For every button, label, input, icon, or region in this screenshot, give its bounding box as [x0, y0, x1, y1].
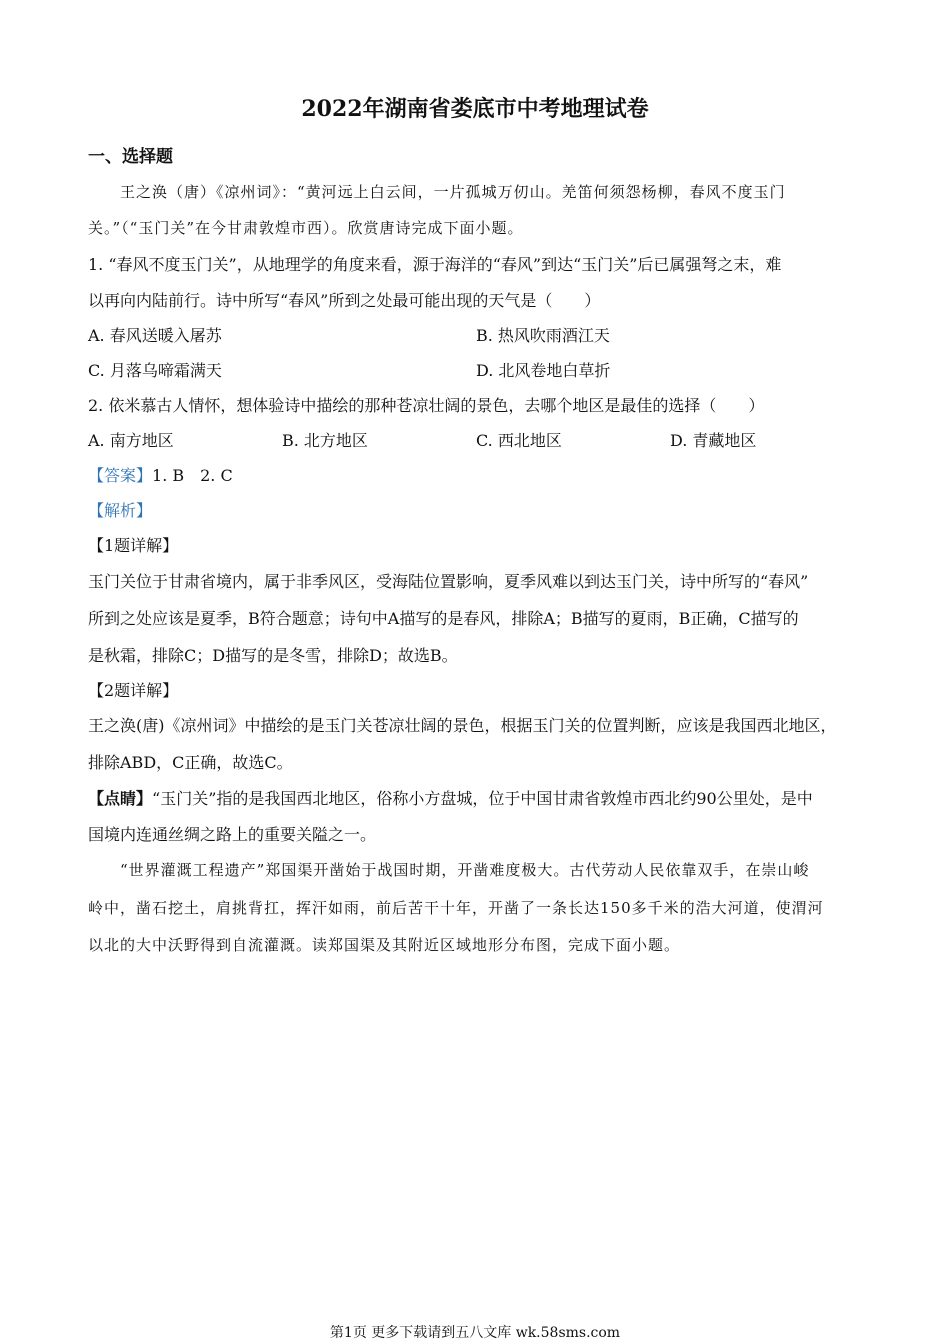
- intro2-line2: 岭中，凿石挖土，肩挑背扛，挥汗如雨，前后苦干十年，开凿了一条长达150多千米的浩大河道，使渭河: [88, 899, 824, 917]
- note-line2: 国境内连通丝绸之路上的重要关隘之一。: [88, 825, 377, 844]
- answer-label: 【答案】: [88, 466, 153, 485]
- intro2-line3: 以北的大中沃野得到自流灌溉。读郑国渠及其附近区域地形分布图，完成下面小题。: [88, 936, 681, 954]
- analysis-label: 【解析】: [88, 501, 153, 520]
- detail1-label: 【1题详解】: [88, 536, 179, 555]
- detail2-line2: 排除ABD，C正确，故选C。: [88, 753, 293, 772]
- note-line1: [88, 788, 862, 810]
- section-heading: 一、选择题: [88, 147, 173, 167]
- page-title: 2022年湖南省娄底市中考地理试卷: [301, 96, 649, 122]
- intro2-line1: “世界灌溉工程遗产”郑国渠开凿始于战国时期，开凿难度极大。古代劳动人民依靠双手，在崇山峻: [120, 861, 810, 879]
- q1-line1: 1. “春风不度玉门关”，从地理学的角度来看，源于海洋的“春风”到达“玉门关”后已属强弩之末，难: [88, 255, 782, 274]
- q1-line2: 以再向内陆前行。诗中所写“春风”所到之处最可能出现的天气是（ ）: [88, 291, 601, 310]
- q1-option-d: D. 北风卷地白草折: [476, 361, 611, 380]
- q2-option-d: D. 青藏地区: [670, 431, 757, 450]
- answer-text: 1. B 2. C: [152, 466, 233, 485]
- intro1-line1: 王之涣（唐）《凉州词》：“黄河远上白云间，一片孤城万仞山。羌笛何须怨杨柳，春风不度玉门: [120, 183, 786, 201]
- detail1-line3: 是秋霜，排除C；D描写的是冬雪，排除D；故选B。: [88, 646, 458, 665]
- q2-option-b: B. 北方地区: [282, 431, 368, 450]
- note-label: 【点睛】: [88, 789, 153, 808]
- detail1-line1: 玉门关位于甘肃省境内，属于非季风区，受海陆位置影响，夏季风难以到达玉门关，诗中所写的“春风”: [88, 572, 809, 591]
- q2-option-a: A. 南方地区: [88, 431, 174, 450]
- q1-option-b: B. 热风吹雨酒江天: [476, 326, 610, 345]
- note-text: “玉门关”指的是我国西北地区，俗称小方盘城，位于中国甘肃省敦煌市西北约90公里处，是中: [152, 789, 813, 808]
- detail2-line1: 王之涣(唐)《凉州词》中描绘的是玉门关苍凉壮阔的景色，根据玉门关的位置判断，应该是我国西北地区，: [88, 716, 837, 735]
- intro1-line2: 关。”（“玉门关”在今甘肃敦煌市西）。欣赏唐诗完成下面小题。: [88, 219, 524, 237]
- q2-line1: 2. 依米慕古人情怀，想体验诗中描绘的那种苍凉壮阔的景色，去哪个地区是最佳的选择（ ）: [88, 396, 765, 415]
- detail1-line2: 所到之处应该是夏季，B符合题意；诗句中A描写的是春风，排除A；B描写的夏雨，B正确，C描写的: [88, 609, 799, 628]
- q1-option-c: C. 月落乌啼霜满天: [88, 361, 222, 380]
- q2-option-c: C. 西北地区: [476, 431, 562, 450]
- detail2-label: 【2题详解】: [88, 681, 179, 700]
- answer-line: [88, 465, 862, 487]
- page-footer: 第1页 更多下载请到五八文库 wk.58sms.com: [329, 1325, 621, 1341]
- q1-option-a: A. 春风送暖入屠苏: [88, 326, 222, 345]
